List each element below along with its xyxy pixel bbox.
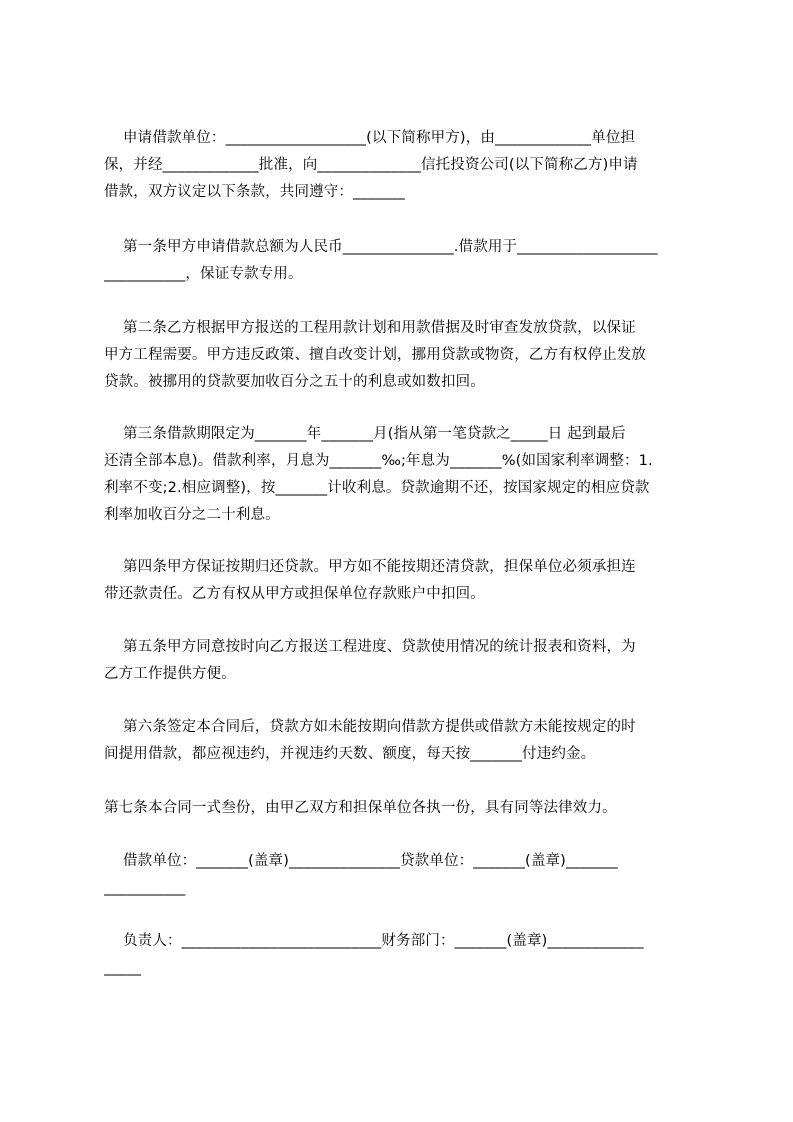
text-line: 贷款。被挪用的贷款要加收百分之五十的利息或如数扣回。 [104,374,485,390]
text-line: 借款单位：_______(盖章)_______________贷款单位：_______(盖章)_______ [104,853,618,869]
paragraph-article-2 [104,315,702,396]
text-line: 甲方工程需要。甲方违反政策、擅自改变计划，挪用贷款或物资，乙方有权停止发放 [104,347,647,363]
text-line: 第七条本合同一式叁份，由甲乙双方和担保单位各执一份，具有同等法律效力。 [104,800,617,816]
text-line: ___________ [104,880,186,896]
text-line: 第三条借款期限定为_______年_______月(指从第一笔贷款之_____日 起到最后 [104,426,626,442]
text-line: 负责人：___________________________财务部门：_______(盖章)_____________ [104,933,644,949]
paragraph-article-1 [104,234,702,288]
paragraph-applicant-clause [104,125,702,206]
text-line: 第二条乙方根据甲方报送的工程用款计划和用款借据及时审查发放贷款，以保证 [104,320,636,336]
text-line: 还清全部本息)。借款利率，月息为_______‰;年息为_______%(如国家利率调整：1. [104,453,653,469]
text-line: 利率不变;2.相应调整)，按_______计收利息。贷款逾期不还，按国家规定的相应贷款 [104,480,650,496]
text-line: 利率加收百分之二十利息。 [104,507,280,523]
text-line: 第六条签定本合同后，贷款方如未能按期向借款方提供或借款方未能按规定的时 [104,719,636,735]
text-line: 带还款责任。乙方有权从甲方或担保单位存款账户中扣回。 [104,586,485,602]
text-line: 第一条甲方申请借款总额为人民币_______________.借款用于___________________ [104,239,658,255]
paragraph-article-6 [104,714,702,768]
text-line: 申请借款单位：___________________(以下简称甲方)，由_____________单位担 [104,130,636,146]
text-line: 保，并经_____________批准，向______________信托投资公司(以下简称乙方)申请 [104,157,638,173]
paragraph-article-7 [104,795,702,822]
paragraph-article-5 [104,634,702,688]
text-line: 借款，双方议定以下条款，共同遵守：_______ [104,184,405,200]
paragraph-article-3 [104,421,702,529]
text-line: ___________，保证专款专用。 [104,266,303,282]
text-line: 乙方工作提供方便。 [104,666,236,682]
paragraph-article-4 [104,554,702,608]
text-line: 第四条甲方保证按期归还贷款。甲方如不能按期还清贷款，担保单位必须承担连 [104,559,636,575]
text-line: _____ [104,960,141,976]
text-line: 间提用借款，都应视违约，并视违约天数、额度，每天按_______付违约金。 [104,746,596,762]
paragraph-signature-persons [104,928,702,982]
paragraph-signature-units [104,848,702,902]
text-line: 第五条甲方同意按时向乙方报送工程进度、贷款使用情况的统计报表和资料，为 [104,639,636,655]
